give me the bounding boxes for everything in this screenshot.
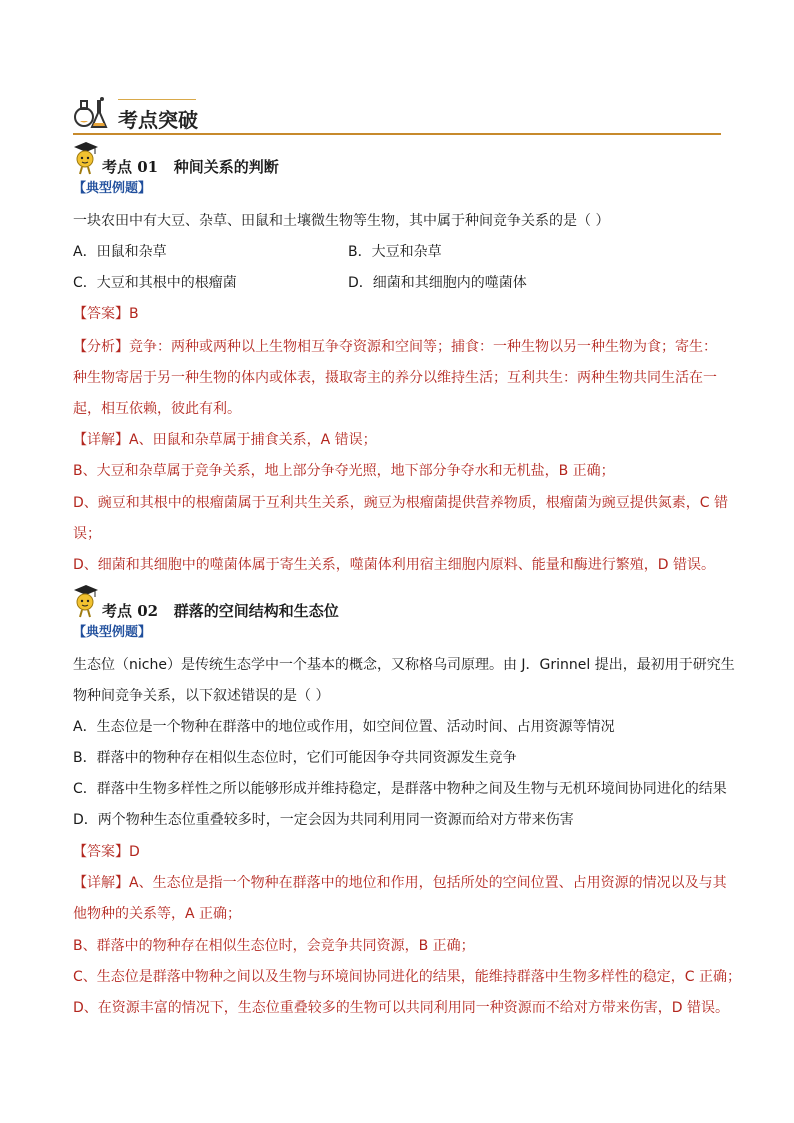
kp1-detail-tag: 【详解】 [73,432,129,448]
section-title: 考点突破 [118,108,198,132]
kp1-option-c: C．大豆和其根中的根瘤菌 [73,275,237,291]
kp2-question-line-2: 物种间竞争关系，以下叙述错误的是（ ） [73,688,330,704]
kp2-option-d: D．两个物种生态位重叠较多时，一定会因为共同利用同一资源而给对方带来伤害 [73,812,574,828]
flask-logo-icon [72,95,112,131]
kp1-answer-tag: 【答案】 [73,306,129,322]
graduate-mascot-icon [70,140,98,176]
kp1-analysis-tag: 【分析】 [73,339,129,355]
graduate-mascot-icon [70,583,98,619]
kp1-detail-line-4: 误； [73,526,101,542]
kp1-detail-line-3: D、豌豆和其根中的根瘤菌属于互利共生关系，豌豆为根瘤菌提供营养物质，根瘤菌为豌豆提供氮素，C 错 [73,495,729,511]
kp2-answer [73,843,140,861]
kp2-title: 群落的空间结构和生态位 [173,602,339,620]
kp1-heading [102,156,279,177]
kp1-option-b: B．大豆和杂草 [348,244,442,260]
kp2-question-line-1: 生态位（niche）是传统生态学中一个基本的概念，又称格乌司原理。由 J．Grinnel 提出，最初用于研究生 [73,657,735,673]
kp2-detail-line-2: 他物种的关系等，A 正确； [73,906,242,922]
kp2-heading [102,600,339,621]
kp1-analysis-line-1: 【分析】竞争：两种或两种以上生物相互争夺资源和空间等；捕食：一种生物以另一种生物为食；寄生： [73,339,717,355]
kp1-answer [73,305,139,323]
kp2-label: 考点 02 [102,602,159,620]
header-divider [73,133,721,135]
kp2-answer-value: D [129,844,140,860]
kp1-option-d: D．细菌和其细胞内的噬菌体 [348,275,527,291]
kp1-answer-value: B [129,306,139,322]
kp2-detail-line-4: C、生态位是群落中物种之间以及生物与环境间协同进化的结果，能维持群落中生物多样性的稳定，C 正确； [73,969,741,985]
kp2-detail-line-3: B、群落中的物种存在相似生态位时，会竞争共同资源，B 正确； [73,938,475,954]
kp1-detail-line-5: D、细菌和其细胞中的噬菌体属于寄生关系，噬菌体利用宿主细胞内原料、能量和酶进行繁殖，D 错误。 [73,557,716,573]
kp2-detail-line-5: D、在资源丰富的情况下，生态位重叠较多的生物可以共同利用同一种资源而不给对方带来伤害，D 错误。 [73,1000,730,1016]
kp1-question: 一块农田中有大豆、杂草、田鼠和土壤微生物等生物，其中属于种间竞争关系的是（ ） [73,213,610,229]
kp2-option-a: A．生态位是一个物种在群落中的地位或作用，如空间位置、活动时间、占用资源等情况 [73,719,615,735]
kp1-label: 考点 01 [102,158,159,176]
kp1-detail-line-2: B、大豆和杂草属于竞争关系，地上部分争夺光照，地下部分争夺水和无机盐，B 正确； [73,463,615,479]
kp2-example-tag: 【典型例题】 [73,625,152,640]
kp1-analysis-line-2: 种生物寄居于另一种生物的体内或体表，摄取寄主的养分以维持生活；互利共生：两种生物共同生活在一 [73,370,717,386]
kp2-detail-tag: 【详解】 [73,875,129,891]
kp1-detail-line-1: 【详解】A、田鼠和杂草属于捕食关系，A 错误； [73,432,377,448]
kp2-option-b: B．群落中的物种存在相似生态位时，它们可能因争夺共同资源发生竞争 [73,750,517,766]
kp1-analysis-line-3: 起，相互依赖，彼此有利。 [73,401,241,417]
header-top-rule [118,99,196,100]
kp1-title: 种间关系的判断 [173,158,279,176]
kp2-detail-line-1: 【详解】A、生态位是指一个物种在群落中的地位和作用，包括所处的空间位置、占用资源的情况以及与其 [73,875,727,891]
kp2-option-c: C．群落中生物多样性之所以能够形成并维持稳定，是群落中物种之间及生物与无机环境间协同进化的结果 [73,781,727,797]
kp1-example-tag: 【典型例题】 [73,181,152,196]
kp1-option-a: A．田鼠和杂草 [73,244,167,260]
kp2-answer-tag: 【答案】 [73,844,129,860]
